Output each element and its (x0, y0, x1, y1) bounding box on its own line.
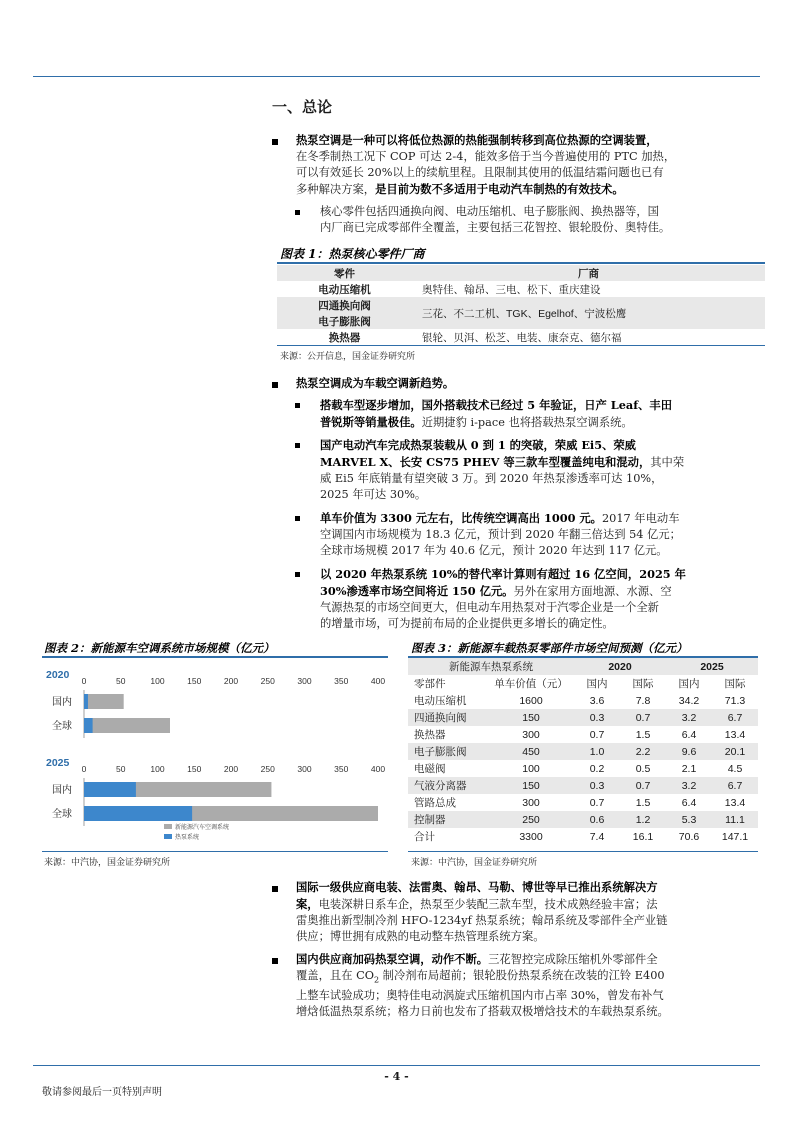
table1-header: 零件 (334, 267, 355, 280)
table3-cell: 16.1 (632, 830, 654, 843)
table3-cell: 1.2 (635, 813, 651, 826)
text-line: 另外在家用方面地源、水源、空 (513, 585, 672, 598)
table3-cell: 5.3 (681, 813, 697, 826)
chart2-tick-label: 150 (187, 676, 202, 686)
table3-cell: 20.1 (724, 745, 746, 758)
table3-cell: 1.0 (589, 745, 605, 758)
chart2-bar-total (84, 718, 170, 733)
chart2-tick-label: 400 (370, 764, 386, 774)
bold-line: 单车价值为 3300 元左右，比传统空调高出 1000 元。 (320, 511, 602, 525)
page-number: - 4 - (384, 1070, 409, 1083)
table3-cell: 6.4 (681, 796, 697, 809)
chart2-tick-label: 300 (297, 676, 312, 686)
intro-bold-tail: 是目前为数不多适用于电动汽车制热的有效技术。 (375, 182, 624, 196)
table3-cell: 300 (522, 796, 540, 809)
bold-line: 案， (296, 897, 319, 911)
paragraph-domestic-suppliers (296, 951, 766, 1020)
table3-row (408, 828, 758, 845)
chart2-year-label: 2020 (46, 669, 70, 681)
paragraph-intl-suppliers (296, 879, 766, 945)
chart2-top-rule (42, 656, 388, 658)
text-line: 覆盖，且在 CO (296, 969, 374, 982)
table3-cell: 11.1 (725, 813, 745, 826)
table1-source: 来源：公开信息，国金证券研究所 (280, 352, 416, 362)
paragraph-core-parts (320, 204, 765, 236)
paragraph-models (320, 397, 765, 431)
table3-cell: 150 (522, 779, 540, 792)
table3-cell: 150 (522, 711, 540, 724)
table3-cell: 4.5 (727, 762, 743, 775)
text-line: 的增量市场，可为提前布局的企业提供更多增长的确定性。 (320, 617, 614, 630)
bullet-square (295, 403, 300, 408)
table3-cell: 0.3 (589, 779, 605, 792)
chart2-tick-label: 100 (150, 764, 165, 774)
table1-header: 厂商 (578, 267, 599, 280)
table3-cell: 13.4 (724, 728, 746, 741)
table3-cell: 6.4 (681, 728, 697, 741)
bullet-square (295, 443, 300, 448)
table3-cell: 合计 (414, 831, 435, 843)
bold-line: 普锐斯等销量极佳。 (320, 415, 422, 429)
chart2-tick-label: 0 (81, 676, 87, 686)
chart2-tick-label: 200 (223, 676, 239, 686)
paragraph-unit-value (320, 510, 765, 559)
text-line: 2017 年电动车 (601, 512, 680, 525)
table3-cell: 250 (522, 813, 540, 826)
table3-bottom-rule (408, 851, 758, 852)
chart2-tick-label: 150 (187, 764, 202, 774)
chart2-tick-label: 100 (150, 676, 165, 686)
table1-cell: 电动压缩机 (318, 283, 371, 296)
table3-cell: 3.6 (589, 694, 605, 707)
text-line: 供应；博世拥有成熟的电动整车热管理系统方案。 (296, 930, 545, 943)
table3-cell: 2.2 (635, 745, 651, 758)
bold-line: 30%渗透率市场空间将近 150 亿元。 (320, 584, 514, 598)
footer-rule (33, 1065, 760, 1066)
table3-header: 零部件 (414, 678, 446, 690)
chart2-tick-label: 200 (223, 764, 239, 774)
chart2-tick-label: 300 (297, 764, 312, 774)
text-line: 其中荣 (650, 456, 685, 469)
table1-cell: 三花、不二工机、TGK、Egelhof、宁波松鹰 (422, 307, 627, 320)
table3-header: 单车价值（元） (494, 678, 568, 690)
table3-cell: 电动压缩机 (414, 695, 467, 707)
table3-cell: 3.2 (681, 711, 697, 724)
bold-line: MARVEL X、长安 CS75 PHEV 等三款车型覆盖纯电和混动， (320, 455, 651, 469)
bullet-square (295, 516, 300, 521)
table3-cell: 450 (522, 745, 540, 758)
bold-line: 搭载车型逐步增加，国外搭载技术已经过 5 年验证，日产 Leaf、丰田 (320, 398, 672, 412)
section2-heading-text: 热泵空调成为车载空调新趋势。 (296, 376, 455, 390)
chart2-bar-total (84, 694, 124, 709)
table3-cell: 换热器 (414, 729, 446, 741)
table3-header: 国际 (724, 678, 746, 690)
table3-cell: 0.6 (589, 813, 605, 826)
table3-cell: 电子膨胀阀 (414, 746, 467, 758)
text-line: 电装深耕日系车企，热泵至少装配三款车型，技术成熟经验丰富；法 (318, 898, 658, 911)
table3-cell: 管路总成 (414, 797, 456, 809)
chart2-tick-label: 250 (260, 676, 275, 686)
header-rule (33, 76, 760, 77)
table3-cell: 3.2 (681, 779, 697, 792)
table3-cell: 气液分离器 (414, 780, 467, 792)
table3-cell: 1600 (519, 694, 543, 707)
chart2-tick-label: 400 (370, 676, 386, 686)
table3-cell: 1.5 (635, 796, 651, 809)
table3-cell: 100 (522, 762, 540, 775)
text-line: 近期捷豹 i-pace 也将搭载热泵空调系统。 (421, 416, 633, 429)
chart2-tick-label: 250 (260, 764, 275, 774)
table3-header: 国际 (632, 678, 654, 690)
paragraph-domestic (320, 437, 765, 503)
table3-caption: 图表 3：新能源车载热泵零部件市场空间预测（亿元） (411, 641, 688, 655)
table3-header: 国内 (586, 678, 608, 690)
chart2-tick-label: 50 (116, 676, 126, 686)
text-line: 气源热泵的市场空间更大，但电动车用热泵对于汽零企业是一个全新 (320, 601, 659, 614)
text-line: 制冷剂布局超前；银轮股份热泵系统在改装的江铃 E400 (379, 969, 665, 982)
chart2-legend-label: 热泵系统 (175, 834, 200, 841)
table3-row (408, 743, 758, 760)
table3-header: 国内 (678, 678, 700, 690)
bold-line: 以 2020 年热泵系统 10%的替代率计算则有超过 16 亿空间，2025 年 (320, 567, 686, 581)
table3-cell: 3300 (519, 830, 543, 843)
table3-row (408, 760, 758, 777)
bullet-square (295, 572, 300, 577)
table1-bottom-rule (277, 345, 765, 346)
chart2-row-label: 全球 (52, 721, 72, 732)
table3-cell: 13.4 (724, 796, 746, 809)
table1-cell: 四通换向阀 (318, 299, 371, 312)
chart2-bar-heatpump (84, 806, 192, 821)
chart2-tick-label: 0 (81, 764, 87, 774)
text-line: 内厂商已完成零部件全覆盖，主要包括三花智控、银轮股份、奥特佳。 (320, 221, 671, 234)
chart2-tick-label: 350 (334, 676, 349, 686)
table3-cell: 70.6 (678, 830, 700, 843)
table1-top-rule (277, 262, 765, 264)
bullet-square (272, 886, 278, 892)
table1-cell: 电子膨胀阀 (318, 315, 371, 328)
chart2-bar-heatpump (84, 782, 136, 797)
text-line: 上整车试验成功；奥特佳电动涡旋式压缩机国内市占率 30%，曾发布补气 (296, 989, 664, 1003)
bold-line: 国产电动汽车完成热泵装载从 0 到 1 的突破，荣威 Ei5、荣威 (320, 438, 636, 452)
table3-source: 来源：中汽协，国金证券研究所 (411, 858, 538, 868)
table1-caption: 图表 1：热泵核心零件厂商 (280, 247, 425, 261)
table1-cell: 换热器 (328, 331, 361, 344)
table3-cell: 0.7 (589, 796, 605, 809)
table3-cell: 6.7 (727, 711, 743, 724)
chart2-year-label: 2025 (46, 757, 70, 769)
bullet-square (272, 139, 278, 145)
bullet-square (272, 382, 278, 388)
table3-cell: 电磁阀 (414, 763, 446, 775)
table1-cell: 奥特佳、翰昂、三电、松下、重庆建设 (422, 283, 601, 296)
disclaimer-note: 敬请参阅最后一页特别声明 (42, 1087, 162, 1098)
chart2-tick-label: 50 (116, 764, 126, 774)
bold-line: 国内供应商加码热泵空调，动作不断。 (296, 952, 489, 966)
paragraph-heatpump-intro (296, 132, 766, 198)
table3-cell: 0.3 (589, 711, 605, 724)
table3-cell: 0.5 (635, 762, 651, 775)
section-heading: 一、总论 (272, 98, 333, 116)
chart2-row-label: 国内 (52, 785, 72, 796)
bold-line: 国际一级供应商电装、法雷奥、翰昂、马勒、博世等早已推出系统解决方 (296, 880, 658, 894)
table3-cell: 147.1 (721, 830, 749, 843)
text-line: 增焓低温热泵系统；格力日前也发布了搭载双极增焓技术的车载热泵系统。 (296, 1005, 669, 1019)
text-line: 核心零件包括四通换向阀、电动压缩机、电子膨胀阀、换热器等，国 (320, 205, 659, 218)
intro-line: 可以有效延长 20%以上的续航里程。且限制其使用的低温结霜问题也已有 (296, 166, 664, 179)
paragraph-market-space (320, 566, 765, 632)
text-line: 2025 年可达 30%。 (320, 488, 427, 501)
chart2-tick-label: 350 (334, 764, 349, 774)
text-line: 空调国内市场规模为 18.3 亿元，预计到 2020 年翻三倍达到 54 亿元； (320, 528, 681, 541)
table3-cell: 7.4 (589, 830, 605, 843)
table3-row (408, 777, 758, 794)
table3-row (408, 811, 758, 828)
section2-heading (296, 375, 454, 392)
table3-cell: 1.5 (635, 728, 651, 741)
chart2-source: 来源：中汽协，国金证券研究所 (44, 858, 171, 868)
chart2-bar-heatpump (84, 694, 88, 709)
table3-cell: 0.7 (635, 779, 651, 792)
table1 (277, 265, 765, 345)
subscript: 2 (373, 975, 380, 985)
intro-line: 多种解决方案， (296, 183, 376, 196)
table3-year: 2020 (608, 660, 632, 673)
table3-year: 2025 (700, 660, 724, 673)
chart2-svg (42, 660, 388, 850)
table3-row (408, 692, 758, 709)
table3-cell: 9.6 (681, 745, 697, 758)
chart2-legend-label: 新能源汽车空调系统 (175, 824, 230, 831)
chart2-row-label: 全球 (52, 809, 72, 820)
chart2-bottom-rule (42, 851, 388, 852)
chart2-caption: 图表 2：新能源车空调系统市场规模（亿元） (44, 641, 275, 655)
intro-line: 在冬季制热工况下 COP 可达 2-4，能效多倍于当今普遍使用的 PTC 加热， (296, 150, 676, 163)
chart2-bar-heatpump (84, 718, 93, 733)
text-line: 全球市场规模 2017 年为 40.6 亿元，预计 2020 年达到 117 亿元。 (320, 544, 668, 557)
chart2-row-label: 国内 (52, 697, 72, 708)
table3-cell: 6.7 (727, 779, 743, 792)
table3-cell: 0.7 (635, 711, 651, 724)
table1-cell: 银轮、贝洱、松芝、电装、康奈克、德尔福 (422, 331, 622, 344)
table3-cell: 71.3 (724, 694, 746, 707)
bullet-square (295, 210, 300, 215)
table3-cell: 300 (522, 728, 540, 741)
table3 (408, 658, 758, 845)
text-line: 三花智控完成除压缩机外零部件全 (488, 953, 658, 966)
chart2-legend-swatch (164, 834, 172, 839)
table3-row (408, 709, 758, 726)
chart2-legend-swatch (164, 824, 172, 829)
table3-cell: 2.1 (681, 762, 697, 775)
table3-cell: 四通换向阀 (414, 712, 467, 724)
text-line: 威 Ei5 年底销量有望突破 3 万。到 2020 年热泵渗透率可达 10%， (320, 472, 663, 485)
table3-cell: 7.8 (635, 694, 651, 707)
intro-bold: 热泵空调是一种可以将低位热源的热能强制转移到高位热源的空调装置， (296, 133, 658, 147)
text-line: 雷奥推出新型制冷剂 HFO-1234yf 热泵系统；翰昂系统及零部件全产业链 (296, 914, 668, 927)
table3-cell: 控制器 (414, 814, 446, 826)
table3-cell: 0.2 (589, 762, 605, 775)
table3-row (408, 794, 758, 811)
table3-cell: 0.7 (589, 728, 605, 741)
table3-title: 新能源车热泵系统 (449, 661, 533, 673)
bullet-square (272, 958, 278, 964)
table3-row (408, 726, 758, 743)
table3-cell: 34.2 (678, 694, 700, 707)
